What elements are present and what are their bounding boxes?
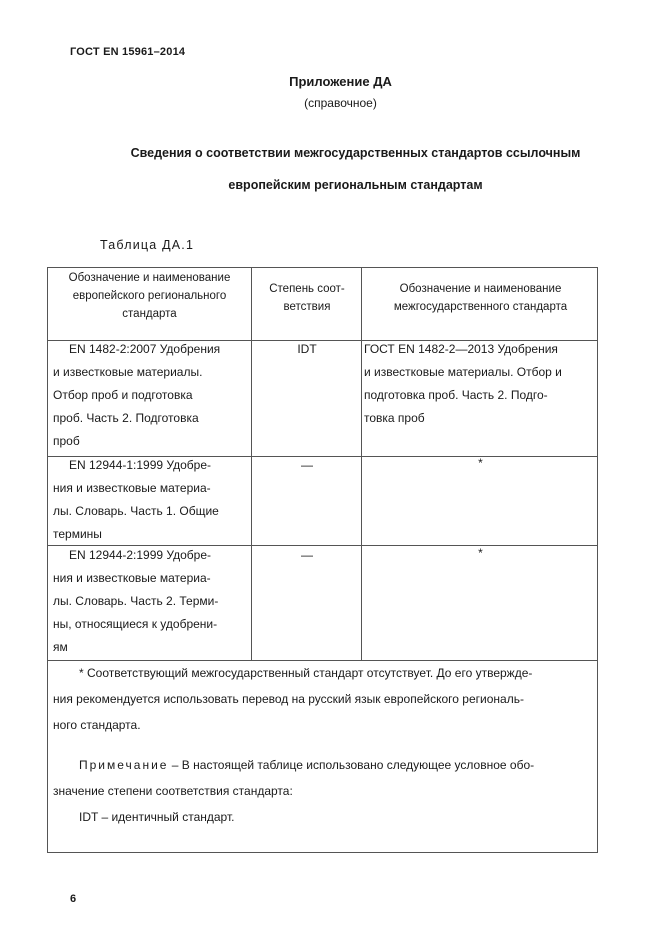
note-text: – В настоящей таблице использовано следующее условное обо- bbox=[168, 758, 535, 772]
column-header-degree: Степень соот- ветствия bbox=[269, 283, 345, 313]
table-row-2-degree: — bbox=[301, 458, 313, 472]
column-header-interstate: Обозначение и наименование межгосударственного стандарта bbox=[393, 283, 568, 313]
note-idt-definition: IDT – идентичный стандарт. bbox=[79, 810, 235, 824]
column-header-european: Обозначение и наименование европейского регионального стандарта bbox=[68, 272, 231, 320]
appendix-subtitle: (справочное) bbox=[304, 96, 377, 110]
table-row-2-interstate: * bbox=[478, 456, 483, 470]
note-label: Примечание bbox=[79, 758, 169, 772]
appendix-title: Приложение ДА bbox=[289, 74, 392, 89]
document-code: ГОСТ EN 15961–2014 bbox=[70, 46, 186, 58]
table-row-2-european: EN 12944-1:1999 Удобре- ния и известковые материа- лы. Словарь. Часть 1. Общие термины bbox=[53, 458, 219, 541]
table-footnote: * Соответствующий межгосударственный стандарт отсутствует. До его утвержде- ния рекомендуется использовать перевод на русский язык европейского региональ- ного стандарта. bbox=[53, 666, 533, 732]
table-row-1-interstate: ГОСТ EN 1482-2—2013 Удобрения и известковые материалы. Отбор и подготовка проб. Часть 2. Подго- товка проб bbox=[364, 342, 562, 425]
table-row-3-interstate: * bbox=[478, 546, 483, 560]
table-caption: Таблица ДА.1 bbox=[100, 238, 195, 252]
page-number: 6 bbox=[70, 893, 77, 905]
section-heading-line-1: Сведения о соответствии межгосударственных стандартов ссылочным bbox=[130, 146, 581, 160]
table-row-1-european: EN 1482-2:2007 Удобрения и известковые материалы. Отбор проб и подготовка проб. Часть 2. Подготовка проб bbox=[53, 342, 221, 448]
table-row-3-european: EN 12944-2:1999 Удобре- ния и известковые материа- лы. Словарь. Часть 2. Терми- ны, относящиеся к удобрени- ям bbox=[53, 548, 219, 654]
section-heading-line-2: европейским региональным стандартам bbox=[228, 178, 483, 192]
note-text-continued: значение степени соответствия стандарта: bbox=[53, 784, 293, 798]
table-note bbox=[53, 752, 593, 830]
table-row-1-degree: IDT bbox=[297, 342, 317, 356]
table-row-3-degree: — bbox=[301, 548, 313, 562]
